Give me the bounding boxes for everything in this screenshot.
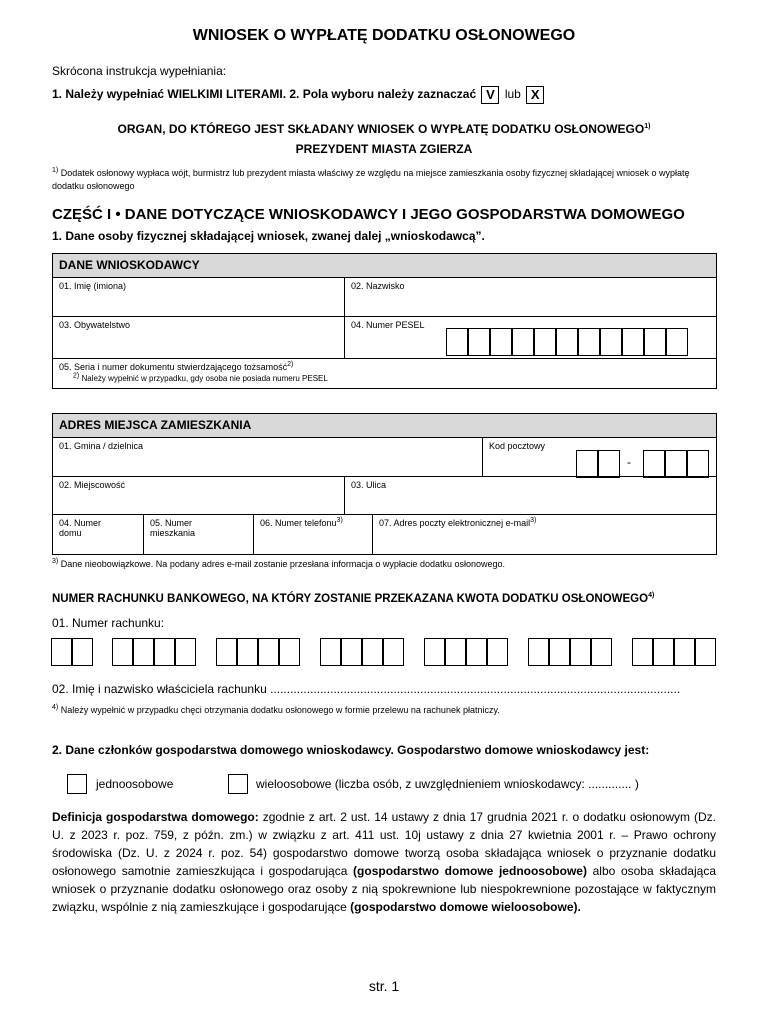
account-label: 01. Numer rachunku:	[52, 616, 165, 630]
definition-lead: Definicja gospodarstwa domowego:	[52, 810, 259, 824]
bank-heading-sup: 4)	[648, 592, 655, 600]
definition-text-2: albo osoba składająca wniosek o przyznanie dodatku osłonowego oraz osoby z nią spokrewnione lub niespokrewnione pozostające w faktycznym związku, wspólnie z nią zamieszkujące i gospodarujące	[52, 864, 716, 914]
address-table	[52, 413, 717, 555]
page-title: WNIOSEK O WYPŁATĘ DODATKU OSŁONOWEGO	[192, 27, 576, 44]
account-digit[interactable]	[112, 638, 133, 666]
instructions-line	[52, 86, 546, 104]
organ-name: PREZYDENT MIASTA ZGIERZA	[295, 142, 473, 156]
pesel-digit[interactable]	[578, 328, 600, 356]
organ-note	[52, 167, 722, 193]
organ-note-text: Dodatek osłonowy wypłaca wójt, burmistrz lub prezydent miasta właściwy ze względu na miejsce zamieszkania osoby fizycznej składającej wniosek o wypłatę dodatku osłonowego	[52, 168, 690, 191]
account-digit[interactable]	[383, 638, 404, 666]
postal-digit[interactable]	[687, 450, 709, 478]
address-note-text: Dane nieobowiązkowe. Na podany adres e-mail zostanie przesłana informacja o wypłacie dodatku osłonowego.	[60, 559, 506, 569]
account-digit[interactable]	[466, 638, 487, 666]
pesel-digit[interactable]	[666, 328, 688, 356]
gmina-field[interactable]	[53, 438, 482, 476]
address-table-header: ADRES MIEJSCA ZAMIESZKANIA	[53, 414, 716, 438]
organ-line1	[0, 122, 768, 136]
pesel-label: 04. Numer PESEL	[351, 320, 425, 330]
account-digit[interactable]	[216, 638, 237, 666]
account-digit[interactable]	[72, 638, 93, 666]
account-digit[interactable]	[362, 638, 383, 666]
id-document-field[interactable]	[53, 358, 716, 388]
email-sup: 3)	[530, 517, 537, 524]
account-digit[interactable]	[341, 638, 362, 666]
household-heading: 2. Dane członków gospodarstwa domowego wnioskodawcy. Gospodarstwo domowe wnioskodawcy jest:	[52, 743, 650, 757]
account-digit[interactable]	[154, 638, 175, 666]
account-digit[interactable]	[258, 638, 279, 666]
definition-bold-2: (gospodarstwo domowe wieloosobowe).	[350, 900, 581, 914]
definition-bold-1: (gospodarstwo domowe jednoosobowe)	[353, 864, 587, 878]
first-name-field[interactable]	[53, 278, 344, 316]
page-number: str. 1	[368, 978, 400, 994]
account-owner-field[interactable]: 02. Imię i nazwisko właściciela rachunku ...........................................................................................................................	[52, 682, 681, 696]
account-digit[interactable]	[424, 638, 445, 666]
account-digit[interactable]	[632, 638, 653, 666]
instructions-or: lub	[504, 87, 521, 102]
email-field[interactable]	[372, 514, 716, 554]
postal-code-label: Kod pocztowy	[489, 441, 546, 451]
gmina-label: 01. Gmina / dzielnica	[59, 441, 144, 451]
applicant-table	[52, 253, 717, 389]
street-field[interactable]	[344, 476, 716, 514]
account-digit[interactable]	[320, 638, 341, 666]
multi-household-checkbox[interactable]	[228, 774, 248, 794]
street-label: 03. Ulica	[351, 480, 387, 490]
applicant-table-header: DANE WNIOSKODAWCY	[53, 254, 716, 278]
part1-subheading: 1. Dane osoby fizycznej składającej wniosek, zwanej dalej „wnioskodawcą”.	[52, 229, 485, 243]
address-note	[52, 559, 505, 569]
account-digit[interactable]	[528, 638, 549, 666]
bank-note-sup: 4)	[52, 704, 59, 711]
pesel-digit[interactable]	[556, 328, 578, 356]
postal-digit[interactable]	[643, 450, 665, 478]
mark-x-example: X	[526, 86, 544, 104]
account-digit[interactable]	[445, 638, 466, 666]
citizenship-field[interactable]	[53, 316, 344, 358]
part1-heading: CZĘŚĆ I • DANE DOTYCZĄCE WNIOSKODAWCY I JEGO GOSPODARSTWA DOMOWEGO	[52, 206, 685, 223]
organ-note-sup: 1)	[52, 167, 59, 174]
account-digit[interactable]	[237, 638, 258, 666]
account-digit[interactable]	[487, 638, 508, 666]
phone-sup: 3)	[336, 517, 343, 524]
pesel-digit[interactable]	[490, 328, 512, 356]
household-definition	[52, 808, 716, 916]
pesel-digit[interactable]	[468, 328, 490, 356]
city-label: 02. Miejscowość	[59, 480, 126, 490]
pesel-digit[interactable]	[446, 328, 468, 356]
instructions-text: 1. Należy wypełniać WIELKIMI LITERAMI. 2. Pola wyboru należy zaznaczać	[52, 87, 477, 102]
last-name-label: 02. Nazwisko	[351, 281, 405, 291]
account-digit[interactable]	[51, 638, 72, 666]
flat-number-label: 05. Numer mieszkania	[150, 518, 196, 538]
account-digit[interactable]	[695, 638, 716, 666]
account-digit[interactable]	[591, 638, 612, 666]
account-digit[interactable]	[133, 638, 154, 666]
citizenship-label: 03. Obywatelstwo	[59, 320, 131, 330]
single-household-checkbox[interactable]	[67, 774, 87, 794]
organ-line1-text: ORGAN, DO KTÓREGO JEST SKŁADANY WNIOSEK O WYPŁATĘ DODATKU OSŁONOWEGO	[117, 122, 645, 136]
postal-dash: -	[627, 455, 631, 469]
id-document-note-sup: 2)	[73, 372, 80, 380]
bank-note-text: Należy wypełnić w przypadku chęci otrzymania dodatku osłonowego w formie przelewu na rachunek płatniczy.	[60, 705, 500, 715]
email-label: 07. Adres poczty elektronicznej e-mail	[379, 518, 531, 528]
account-digit[interactable]	[549, 638, 570, 666]
phone-field[interactable]	[253, 514, 372, 554]
postal-digit[interactable]	[598, 450, 620, 478]
house-number-field[interactable]	[53, 514, 143, 554]
id-document-note: Należy wypełnić w przypadku, gdy osoba nie posiada numeru PESEL	[81, 374, 328, 383]
pesel-digit[interactable]	[644, 328, 666, 356]
account-digit[interactable]	[674, 638, 695, 666]
postal-digit[interactable]	[665, 450, 687, 478]
last-name-field[interactable]	[344, 278, 716, 316]
instructions-heading: Skrócona instrukcja wypełniania:	[52, 64, 227, 78]
single-household-label: jednoosobowe	[96, 777, 174, 791]
id-document-label: 05. Seria i numer dokumentu stwierdzającego tożsamość	[59, 362, 288, 372]
pesel-digit[interactable]	[600, 328, 622, 356]
first-name-label: 01. Imię (imiona)	[59, 281, 127, 291]
account-digit[interactable]	[570, 638, 591, 666]
mark-v-example: V	[481, 86, 499, 104]
account-digit[interactable]	[279, 638, 300, 666]
multi-household-label: wieloosobowe (liczba osób, z uwzględnieniem wnioskodawcy: ............. )	[256, 777, 639, 791]
pesel-digit[interactable]	[512, 328, 534, 356]
postal-digit[interactable]	[576, 450, 598, 478]
definition-text-1: zgodnie z art. 2 ust. 14 ustawy z dnia 17 grudnia 2021 r. o dodatku osłonowym (Dz. U. z 2023 r. poz. 759, z późn. zm.) w związku z art. 411 ust. 10j ustawy z dnia 27 kwietnia 2001 r. – Prawo ochrony środowiska (Dz. U. z 2024 r. poz. 54) gospodarstwo domowe tworzą osoba składająca wniosek o przyznanie dodatku osłonowego samotnie zamieszkująca i gospodarująca	[52, 810, 716, 878]
organ-line1-sup: 1)	[644, 123, 651, 130]
bank-note	[52, 705, 500, 715]
city-field[interactable]	[53, 476, 344, 514]
phone-label: 06. Numer telefonu	[260, 518, 337, 528]
pesel-digit[interactable]	[622, 328, 644, 356]
bank-heading-text: NUMER RACHUNKU BANKOWEGO, NA KTÓRY ZOSTANIE PRZEKAZANA KWOTA DODATKU OSŁONOWEGO	[52, 593, 649, 605]
account-digit[interactable]	[653, 638, 674, 666]
account-digit[interactable]	[175, 638, 196, 666]
flat-number-field[interactable]	[143, 514, 253, 554]
pesel-digit[interactable]	[534, 328, 556, 356]
bank-heading	[52, 593, 654, 605]
id-document-sup: 2)	[287, 361, 294, 368]
address-note-sup: 3)	[52, 558, 59, 565]
house-number-label: 04. Numer domu	[59, 518, 102, 538]
